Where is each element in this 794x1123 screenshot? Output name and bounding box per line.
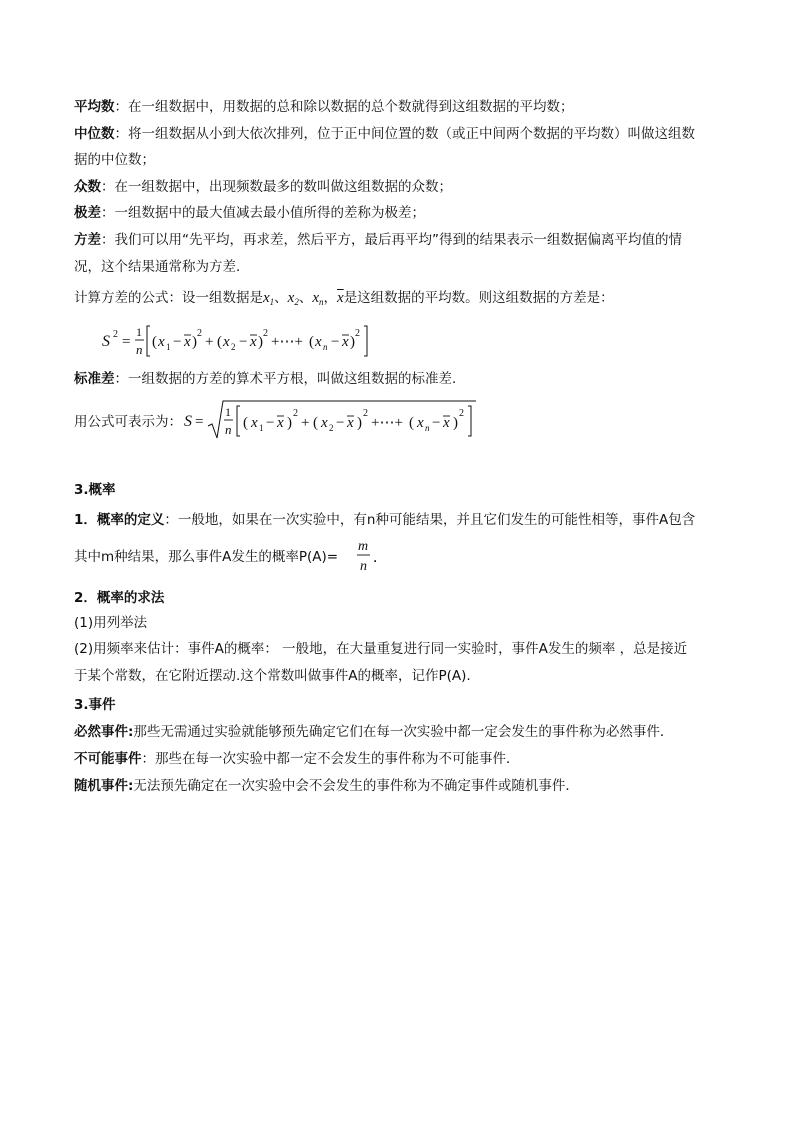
svg-text:2: 2: [197, 328, 202, 339]
svg-text:n: n: [225, 422, 232, 437]
svg-text:2: 2: [231, 342, 236, 352]
svg-text:1: 1: [166, 342, 171, 352]
math-xn: $x_n$: [312, 290, 324, 307]
std-term: 标准差: [74, 371, 115, 387]
svg-text:=: =: [122, 334, 131, 350]
svg-text:2: 2: [459, 408, 464, 419]
range-paragraph: [74, 203, 724, 223]
mean-paragraph: [74, 97, 724, 117]
svg-text:−: −: [173, 334, 182, 350]
svg-text:x: x: [443, 415, 450, 431]
probability-def-heading: 1．概率的定义: [74, 512, 165, 528]
svg-text:): ): [258, 334, 263, 350]
random-event-definition: 无法预先确定在一次实验中会不会发生的事件称为不确定事件或随机事件．: [133, 778, 579, 794]
svg-text:x: x: [223, 334, 230, 350]
variance-definition-line1: ：我们可以用“先平均，再求差，然后平方，最后再平均”得到的结果表示一组数据偏离平均值的情: [101, 232, 682, 248]
range-definition: ：一组数据中的最大值减去最小值所得的差称为极差；: [101, 205, 425, 221]
probability-def-line1: ：一般地，如果在一次实验中，有n种可能结果，并且它们发生的可能性相等，事件A包含: [164, 512, 696, 528]
svg-text:1: 1: [259, 423, 264, 433]
variance-intro-text-b: ，: [323, 290, 338, 306]
svg-text:x: x: [158, 334, 165, 350]
svg-text:2: 2: [263, 328, 268, 339]
variance-paragraph: [74, 230, 724, 250]
median-paragraph: [74, 124, 724, 144]
median-definition-line1: ：将一组数据从小到大依次排列，位于正中间位置的数（或正中间两个数据的平均数）叫做这组数: [114, 126, 695, 142]
std-formula-label: 用公式可表示为：: [74, 414, 182, 430]
svg-text:): ): [287, 415, 292, 431]
impossible-event-term: 不可能事件: [74, 751, 142, 767]
range-term: 极差: [74, 205, 101, 221]
svg-text:x: x: [315, 334, 322, 350]
svg-text:(: (: [152, 334, 157, 350]
svg-text:2: 2: [363, 408, 368, 419]
variance-definition-line2: 况，这个结果通常称为方差．: [74, 259, 250, 275]
svg-text:): ): [453, 415, 458, 431]
probability-definition: [74, 510, 724, 530]
svg-text:x: x: [342, 334, 349, 350]
svg-text:2: 2: [355, 328, 360, 339]
math-xbar: $\overline{x}$: [337, 290, 344, 306]
svg-text:1: 1: [225, 405, 231, 419]
svg-text:S: S: [102, 333, 110, 350]
svg-text:−: −: [336, 415, 345, 431]
std-paragraph: [74, 369, 724, 389]
fraction-period: ．: [373, 550, 386, 566]
probability-methods-heading: 2．概率的求法: [74, 590, 165, 606]
median-paragraph-cont: [74, 150, 724, 170]
svg-text:+: +: [205, 334, 214, 350]
math-x2: $x_2$: [287, 290, 299, 307]
certain-event-definition: 那些无需通过实验就能够预先确定它们在每一次实验中都一定会发生的事件称为必然事件．: [133, 724, 674, 740]
median-term: 中位数: [74, 126, 115, 142]
events-heading: 3.事件: [74, 697, 116, 713]
probability-section-title: 3.概率: [74, 482, 116, 498]
certain-event-term: 必然事件:: [74, 724, 134, 740]
svg-text:n: n: [323, 342, 328, 352]
svg-text:2: 2: [293, 408, 298, 419]
svg-text:−: −: [331, 334, 340, 350]
method-enumeration: (1)用列举法: [74, 615, 148, 631]
svg-text:x: x: [251, 415, 258, 431]
svg-text:): ): [192, 334, 197, 350]
mode-term: 众数: [74, 179, 101, 195]
svg-text:(: (: [313, 415, 318, 431]
variance-term: 方差: [74, 232, 101, 248]
certain-event-paragraph: [74, 722, 724, 742]
svg-text:): ): [357, 415, 362, 431]
impossible-event-paragraph: [74, 749, 724, 769]
svg-text:=: =: [195, 414, 204, 430]
svg-text:(: (: [309, 334, 314, 350]
variance-intro-text-a: 计算方差的公式：设一组数据是: [74, 290, 263, 306]
svg-text:−: −: [266, 415, 275, 431]
svg-text:x: x: [321, 415, 328, 431]
svg-text:2: 2: [329, 423, 334, 433]
svg-text:): ): [350, 334, 355, 350]
svg-text:x: x: [277, 415, 284, 431]
std-formula-svg: [184, 398, 484, 442]
random-event-term: 随机事件:: [74, 778, 134, 794]
probability-fraction: [356, 536, 386, 580]
svg-text:+⋯+: +⋯+: [271, 334, 303, 350]
variance-intro-text-c: 是这组数据的平均数。则这组数据的方差是：: [343, 290, 614, 306]
mean-term: 平均数: [74, 99, 115, 115]
svg-text:(: (: [409, 415, 414, 431]
method-frequency-line2: 于某个常数，在它附近摆动.这个常数叫做事件A的概率，记作P(A).: [74, 668, 471, 684]
random-event-paragraph: [74, 776, 724, 796]
probability-definition-cont: [74, 547, 724, 567]
svg-text:+: +: [301, 415, 310, 431]
probability-def-line2: 其中m种结果，那么事件A发生的概率P(A)=: [74, 549, 339, 565]
svg-text:+⋯+: +⋯+: [371, 415, 403, 431]
mode-paragraph: [74, 177, 724, 197]
mode-definition: ：在一组数据中，出现频数最多的数叫做这组数据的众数；: [101, 179, 452, 195]
std-definition: ：一组数据的方差的算术平方根，叫做这组数据的标准差．: [114, 371, 466, 387]
svg-text:(: (: [217, 334, 222, 350]
svg-text:x: x: [347, 415, 354, 431]
svg-text:2: 2: [113, 329, 118, 340]
svg-text:1: 1: [136, 325, 142, 339]
fraction-m-over-n: [356, 536, 386, 576]
svg-text:−: −: [239, 334, 248, 350]
svg-text:n: n: [360, 559, 367, 574]
variance-formula-intro: 计算方差的公式：设一组数据是$x_1$、$x_2$、$x_n$，$\overline{x}$是这组数据的平均数。则这组数据的方差是：: [74, 290, 614, 307]
impossible-event-definition: ：那些在每一次实验中都一定不会发生的事件称为不可能事件．: [141, 751, 520, 767]
mean-definition: ：在一组数据中，用数据的总和除以数据的总个数就得到这组数据的平均数；: [114, 99, 574, 115]
svg-text:x: x: [417, 415, 424, 431]
svg-text:(: (: [243, 415, 248, 431]
variance-paragraph-cont: [74, 257, 724, 277]
method-frequency-line1: (2)用频率来估计：事件A的概率： 一般地，在大量重复进行同一实验时，事件A发生的频率 ，总是接近: [74, 641, 688, 657]
variance-formula-svg: [102, 322, 402, 360]
svg-text:S: S: [184, 413, 192, 430]
math-x1: $x_1$: [263, 290, 275, 307]
std-formula: [184, 398, 484, 446]
median-definition-line2: 据的中位数；: [74, 152, 155, 168]
variance-formula: [102, 322, 402, 364]
svg-text:x: x: [250, 334, 257, 350]
svg-text:n: n: [136, 342, 143, 357]
svg-text:−: −: [432, 415, 441, 431]
svg-text:n: n: [425, 423, 430, 433]
svg-text:m: m: [358, 539, 369, 554]
svg-text:x: x: [184, 334, 191, 350]
